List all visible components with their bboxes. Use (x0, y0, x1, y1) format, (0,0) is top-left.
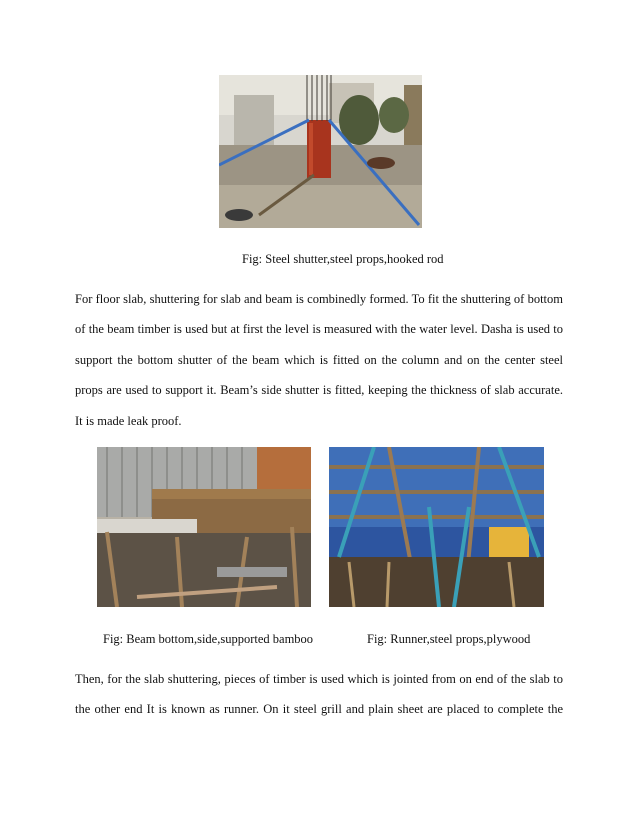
paragraph-slab-shuttering (75, 284, 563, 436)
left-figure-caption: Fig: Beam bottom,side,supported bamboo (103, 632, 314, 646)
paragraph-line: props are used to support it. Beam’s side shutter is fitted, keeping the thickness of slab accurate. (75, 383, 563, 398)
paragraph-line: It is made leak proof. (75, 413, 182, 428)
paragraph-line: of the beam timber is used but at first the level is measured with the water level. Dasha is used to (75, 322, 563, 337)
paragraph-line: support the bottom shutter of the beam which is fitted on the column and on the center steel (75, 352, 563, 367)
paragraph-line: Then, for the slab shuttering, pieces of timber is used which is jointed from on end of the slab to (75, 672, 563, 686)
photo-runner-props (329, 447, 544, 607)
paragraph-runner (75, 664, 563, 725)
photo-beam-bottom (97, 447, 311, 607)
photo-steel-shutter (219, 75, 422, 228)
paragraph-line: For floor slab, shuttering for slab and beam is combinedly formed. To fit the shuttering of bottom (75, 292, 563, 306)
paragraph-line: the other end It is known as runner. On it steel grill and plain sheet are placed to complete the (75, 702, 563, 717)
right-figure-caption: Fig: Runner,steel props,plywood (367, 632, 531, 646)
top-figure-caption: Fig: Steel shutter,steel props,hooked rod (242, 252, 444, 266)
